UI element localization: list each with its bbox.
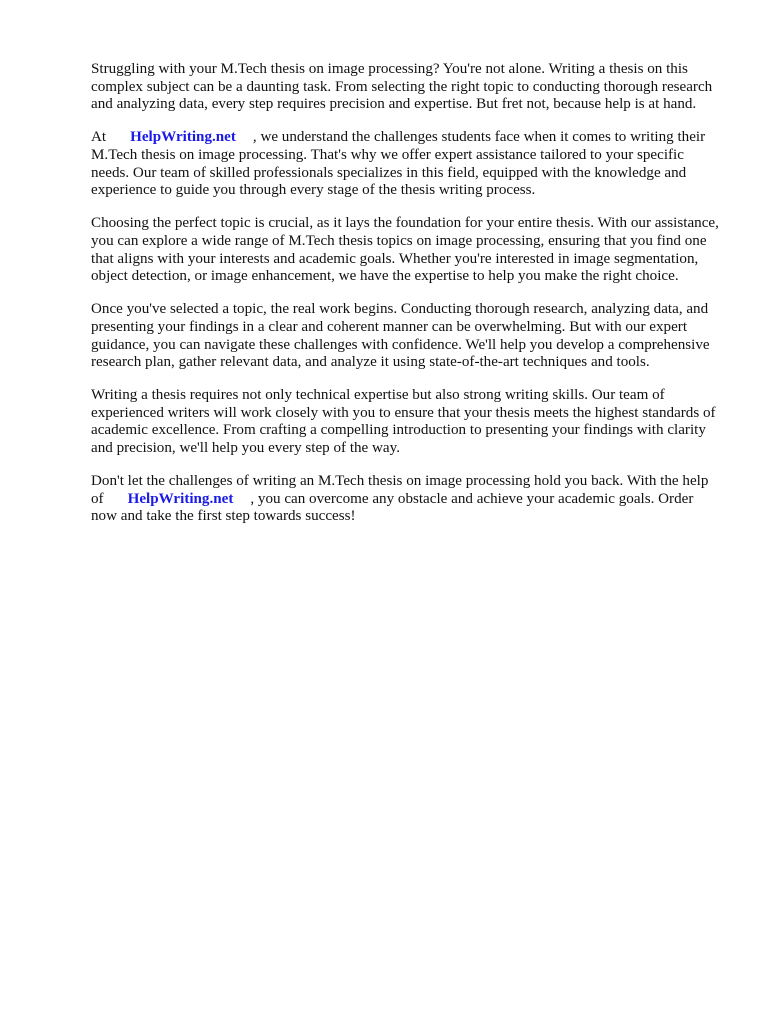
helpwriting-link-closing[interactable]: HelpWriting.net <box>127 490 234 507</box>
paragraph-research: Once you've selected a topic, the real work begins. Conducting thorough research, analyzing data, and presenting your findings in a clear and coherent manner can be overwhelming. But with our expert guidance, you can navigate these challenges with confidence. We'll help you develop a comprehensive research plan, gather relevant data, and analyze it using state-of-the-art techniques and tools. <box>91 301 710 371</box>
paragraph-intro: Struggling with your M.Tech thesis on image processing? You're not alone. Writing a thesis on this complex subject can be a daunting task. From selecting the right topic to conducting thorough research and analyzing data, every step requires precision and expertise. But fret not, because help is at hand. <box>91 61 713 113</box>
paragraph-closing <box>91 473 721 526</box>
paragraph-service-body: , we understand the challenges students face when it comes to writing their M.Tech thesis on image processing. That's why we offer expert assistance tailored to your specific needs. Our team of skilled professionals specializes in this field, equipped with the knowledge and experience to guide you through every stage of the thesis writing process. <box>91 129 706 199</box>
document-page <box>91 61 721 542</box>
paragraph-writing: Writing a thesis requires not only technical expertise but also strong writing skills. Our team of experienced writers will work closely with you to ensure that your thesis meets the highest standards of academic excellence. From crafting a compelling introduction to presenting your findings with clarity and precision, we'll help you every step of the way. <box>91 387 716 457</box>
paragraph-topic: Choosing the perfect topic is crucial, as it lays the foundation for your entire thesis. With our assistance, you can explore a wide range of M.Tech thesis topics on image processing, ensuring that you find one that aligns with your interests and academic goals. Whether you're interested in image segmentation, object detection, or image enhancement, we have the expertise to help you make the right choice. <box>91 215 719 285</box>
paragraph-closing-body: , you can overcome any obstacle and achieve your academic goals. Order now and take the first step towards success! <box>91 490 694 525</box>
paragraph-service <box>91 129 721 199</box>
paragraph-closing-lead: Don't let the challenges of writing an M.Tech thesis on image processing hold you back. With the help of <box>91 473 709 507</box>
helpwriting-link[interactable]: HelpWriting.net <box>130 129 236 146</box>
paragraph-service-lead: At <box>91 129 107 146</box>
